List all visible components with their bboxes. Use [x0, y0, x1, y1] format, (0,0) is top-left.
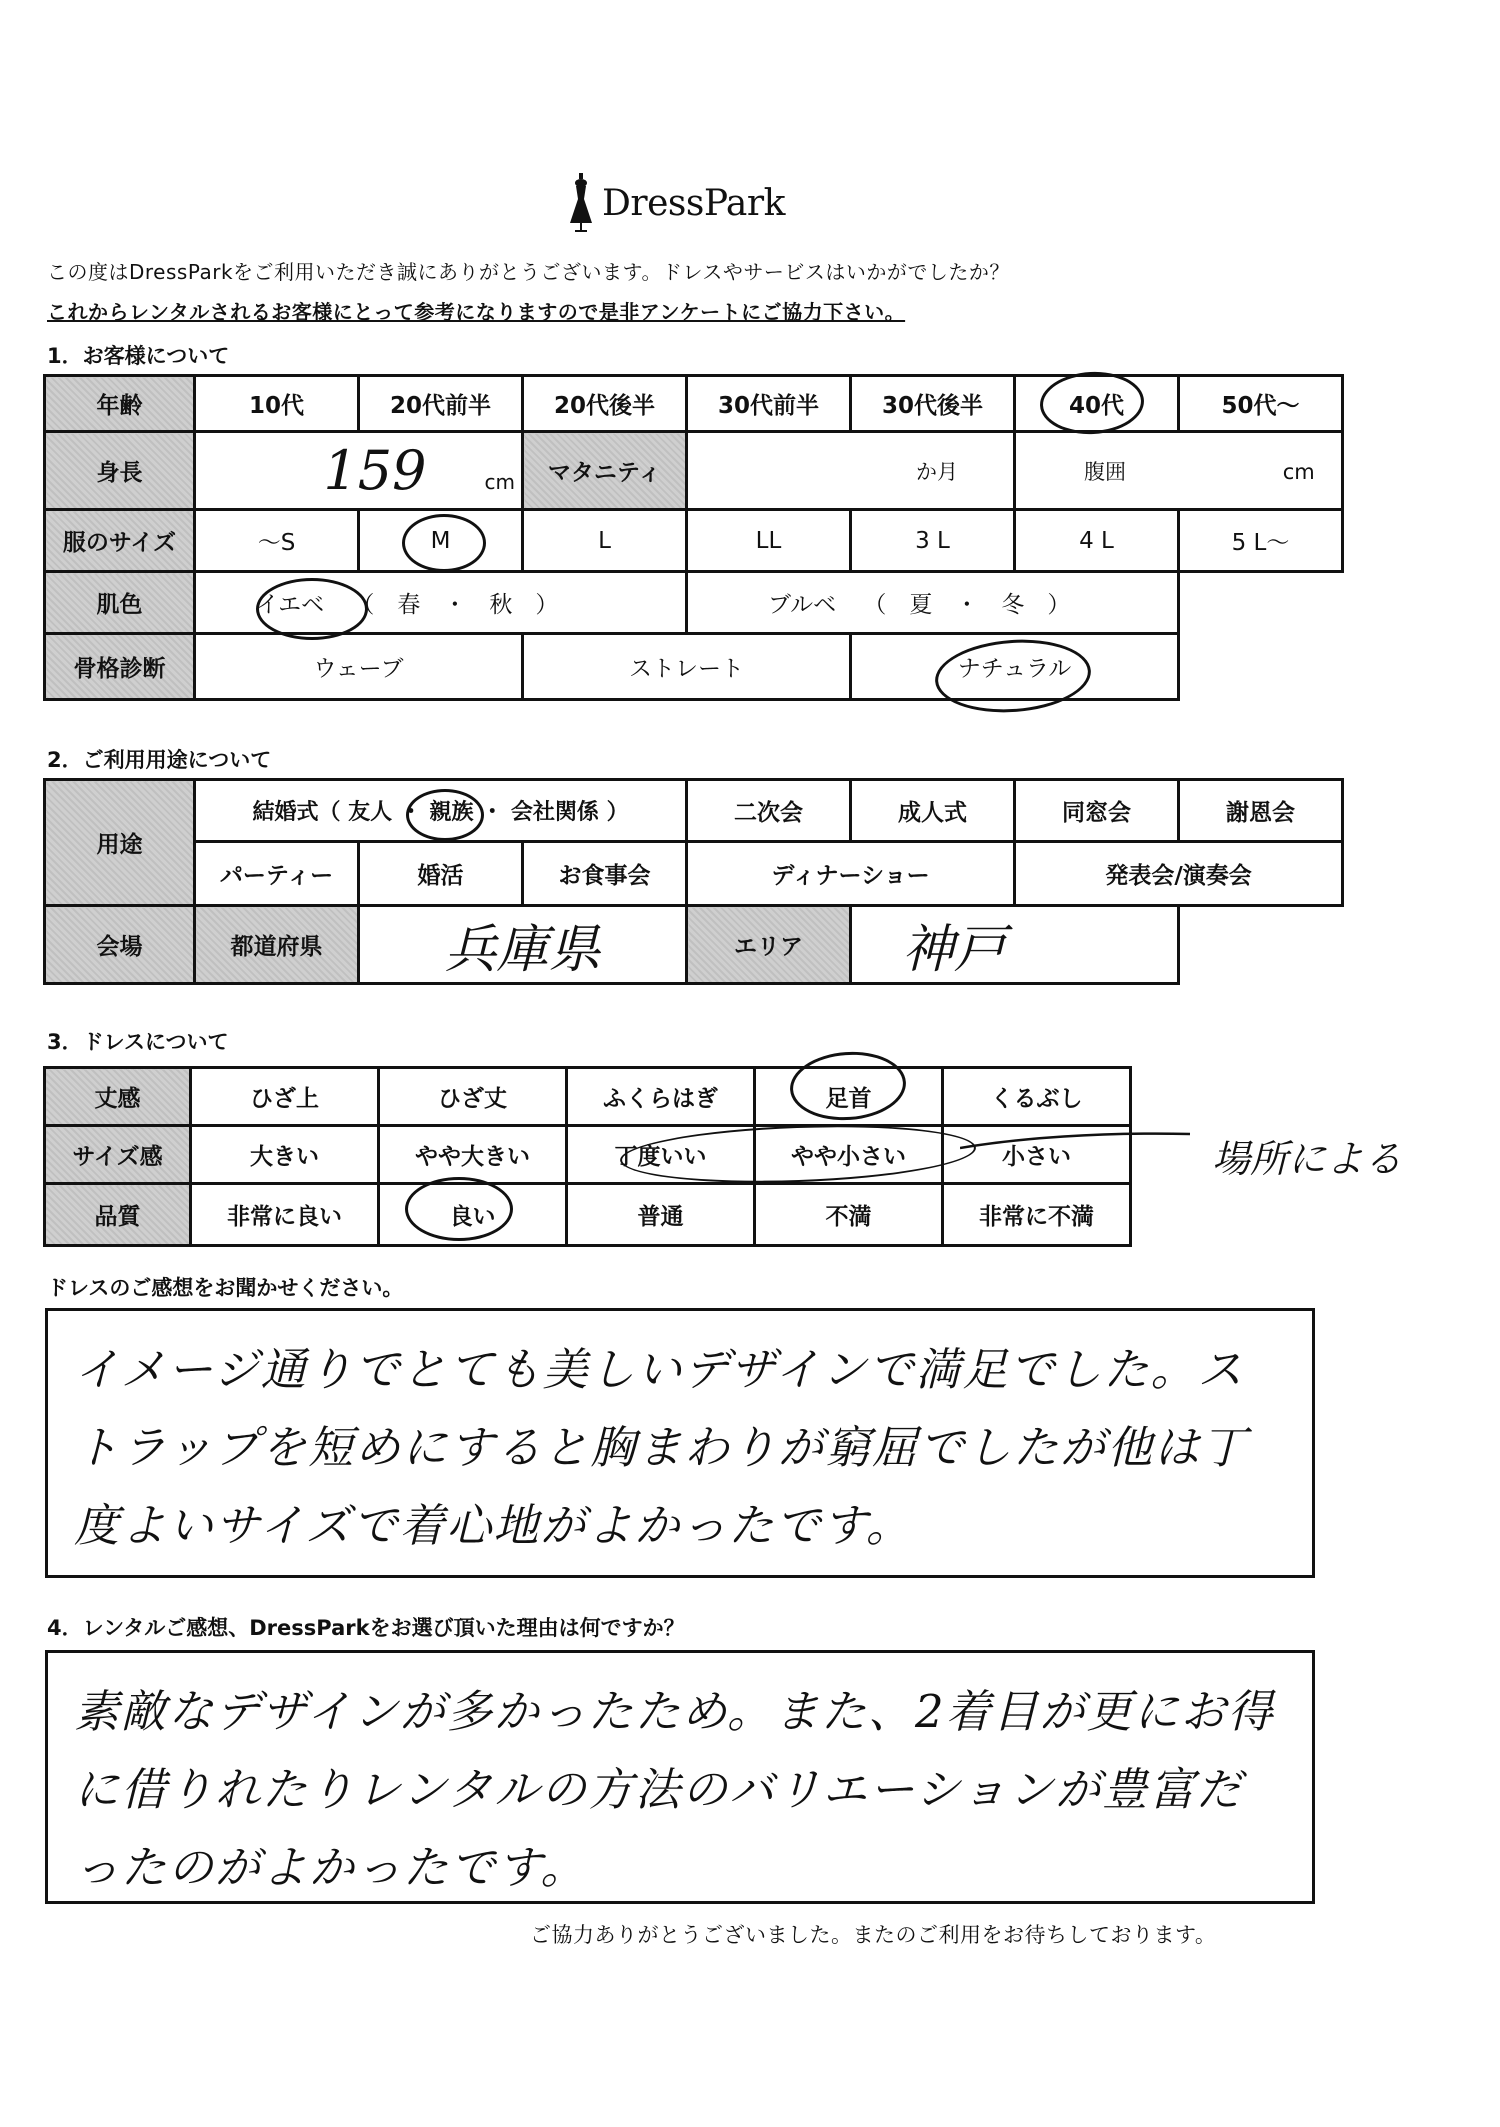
usage-grid-table	[43, 778, 1344, 985]
purpose-option[interactable]: 成人式	[851, 780, 1015, 842]
quality-option[interactable]: 非常に良い	[191, 1184, 379, 1246]
frame-option[interactable]: ウェーブ	[195, 634, 523, 700]
size-option[interactable]: LL	[687, 510, 851, 572]
comment-prompt: ドレスのご感想をお聞かせください。	[47, 1276, 404, 1300]
frame-label: 骨格診断	[45, 634, 195, 700]
maternity-label: マタニティ	[523, 432, 687, 510]
quality-option[interactable]: 非常に不満	[943, 1184, 1131, 1246]
quality-option-selected[interactable]: 良い	[379, 1184, 567, 1246]
purpose-option[interactable]: 謝恩会	[1179, 780, 1343, 842]
fit-option[interactable]: 小さい	[943, 1126, 1131, 1184]
section-2-title: 2．ご利用用途について	[47, 748, 272, 772]
size-option[interactable]: ～S	[195, 510, 359, 572]
wedding-suffix: ）	[606, 800, 629, 825]
length-option[interactable]: ひざ丈	[379, 1068, 567, 1126]
purpose-option[interactable]: 同窓会	[1015, 780, 1179, 842]
size-option-selected[interactable]: M	[359, 510, 523, 572]
age-option[interactable]: 50代～	[1179, 376, 1343, 432]
prefecture-field[interactable]	[359, 906, 687, 984]
dress-mannequin-icon	[568, 173, 594, 233]
wedding-dot: ・	[481, 800, 504, 825]
note-arrow-line	[960, 1118, 1220, 1158]
age-option-selected[interactable]: 40代	[1015, 376, 1179, 432]
length-option-selected[interactable]: 足首	[755, 1068, 943, 1126]
size-option[interactable]: L	[523, 510, 687, 572]
age-option[interactable]: 20代前半	[359, 376, 523, 432]
customer-grid-table	[43, 374, 1344, 701]
wedding-family-selected[interactable]: 親族	[429, 800, 474, 825]
fit-note: 場所による	[1212, 1137, 1403, 1181]
height-field[interactable]	[195, 432, 523, 510]
intro-line-2: これからレンタルされるお客様にとって参考になりますので是非アンケートにご協力下さい。	[47, 300, 906, 324]
prefecture-value: 兵庫県	[444, 920, 601, 980]
area-field[interactable]	[851, 906, 1179, 984]
skin-yellow-seasons: （ 春 ・ 秋 ）	[351, 592, 559, 618]
maternity-months-field[interactable]: か月	[687, 432, 1015, 510]
height-label: 身長	[45, 432, 195, 510]
wedding-prefix: 結婚式（	[252, 800, 341, 825]
fit-option[interactable]: 丁度いい	[567, 1126, 755, 1184]
waist-field[interactable]	[1015, 432, 1343, 510]
prefecture-label: 都道府県	[195, 906, 359, 984]
fit-label: サイズ感	[45, 1126, 191, 1184]
area-label: エリア	[687, 906, 851, 984]
purpose-option[interactable]: お食事会	[523, 842, 687, 906]
age-option[interactable]: 30代前半	[687, 376, 851, 432]
age-option[interactable]: 20代後半	[523, 376, 687, 432]
logo-text: DressPark	[602, 182, 785, 224]
blank-cell	[1179, 906, 1343, 984]
wedding-dot: ・	[399, 800, 422, 825]
blank-cell	[1179, 634, 1343, 700]
purpose-option[interactable]: ディナーショー	[687, 842, 1015, 906]
wedding-cell[interactable]	[195, 780, 687, 842]
skin-blue-cell[interactable]	[687, 572, 1179, 634]
wedding-friend[interactable]: 友人	[348, 800, 393, 825]
length-option[interactable]: ひざ上	[191, 1068, 379, 1126]
age-option[interactable]: 10代	[195, 376, 359, 432]
section-1-title: 1．お客様について	[47, 344, 230, 368]
blank-cell	[1179, 572, 1343, 634]
age-label: 年齢	[45, 376, 195, 432]
venue-label: 会場	[45, 906, 195, 984]
fit-option[interactable]: 大きい	[191, 1126, 379, 1184]
section-4-title: 4．レンタルご感想、DressParkをお選び頂いた理由は何ですか？	[47, 1616, 685, 1640]
skin-blue[interactable]: ブルベ	[768, 592, 837, 618]
dress-comment-box[interactable]: イメージ通りでとても美しいデザインで満足でした。ストラップを短めにすると胸まわりが窮屈でしたが他は丁度よいサイズで着心地がよかったです。	[45, 1308, 1315, 1578]
quality-option[interactable]: 不満	[755, 1184, 943, 1246]
purpose-option[interactable]: 二次会	[687, 780, 851, 842]
fit-option[interactable]: やや大きい	[379, 1126, 567, 1184]
height-value: 159	[323, 439, 427, 502]
frame-option-selected[interactable]: ナチュラル	[851, 634, 1179, 700]
waist-unit: cm	[1282, 459, 1315, 484]
footer-thanks: ご協力ありがとうございました。またのご利用をお待ちしております。	[530, 1923, 1217, 1947]
skin-yellow[interactable]: イエベ	[256, 592, 325, 618]
waist-label: 腹囲	[1084, 459, 1126, 484]
length-option[interactable]: ふくらはぎ	[567, 1068, 755, 1126]
quality-label: 品質	[45, 1184, 191, 1246]
size-label: 服のサイズ	[45, 510, 195, 572]
purpose-option[interactable]: 発表会/演奏会	[1015, 842, 1343, 906]
skin-label: 肌色	[45, 572, 195, 634]
length-label: 丈感	[45, 1068, 191, 1126]
purpose-label: 用途	[45, 780, 195, 906]
quality-option[interactable]: 普通	[567, 1184, 755, 1246]
usage-grid	[43, 778, 1296, 984]
logo	[568, 168, 785, 238]
size-option[interactable]: 5 L～	[1179, 510, 1343, 572]
age-option[interactable]: 30代後半	[851, 376, 1015, 432]
rental-answer-box[interactable]: 素敵なデザインが多かったため。また、2着目が更にお得に借りれたりレンタルの方法のバリエーションが豊富だったのがよかったです。	[45, 1650, 1315, 1904]
skin-yellow-cell[interactable]	[195, 572, 687, 634]
length-option[interactable]: くるぶし	[943, 1068, 1131, 1126]
section-3-title: 3．ドレスについて	[47, 1030, 229, 1054]
intro-line-1: この度はDressParkをご利用いただき誠にありがとうございます。ドレスやサービスはいかがでしたか？	[47, 260, 1010, 284]
frame-option[interactable]: ストレート	[523, 634, 851, 700]
height-unit: cm	[484, 470, 515, 494]
customer-grid	[43, 374, 1315, 708]
skin-blue-seasons: （ 夏 ・ 冬 ）	[863, 592, 1071, 618]
wedding-company[interactable]: 会社関係	[510, 800, 599, 825]
area-value: 神戸	[902, 920, 1007, 980]
size-option[interactable]: 3 L	[851, 510, 1015, 572]
purpose-option[interactable]: 婚活	[359, 842, 523, 906]
size-option[interactable]: 4 L	[1015, 510, 1179, 572]
purpose-option[interactable]: パーティー	[195, 842, 359, 906]
fit-option[interactable]: やや小さい	[755, 1126, 943, 1184]
